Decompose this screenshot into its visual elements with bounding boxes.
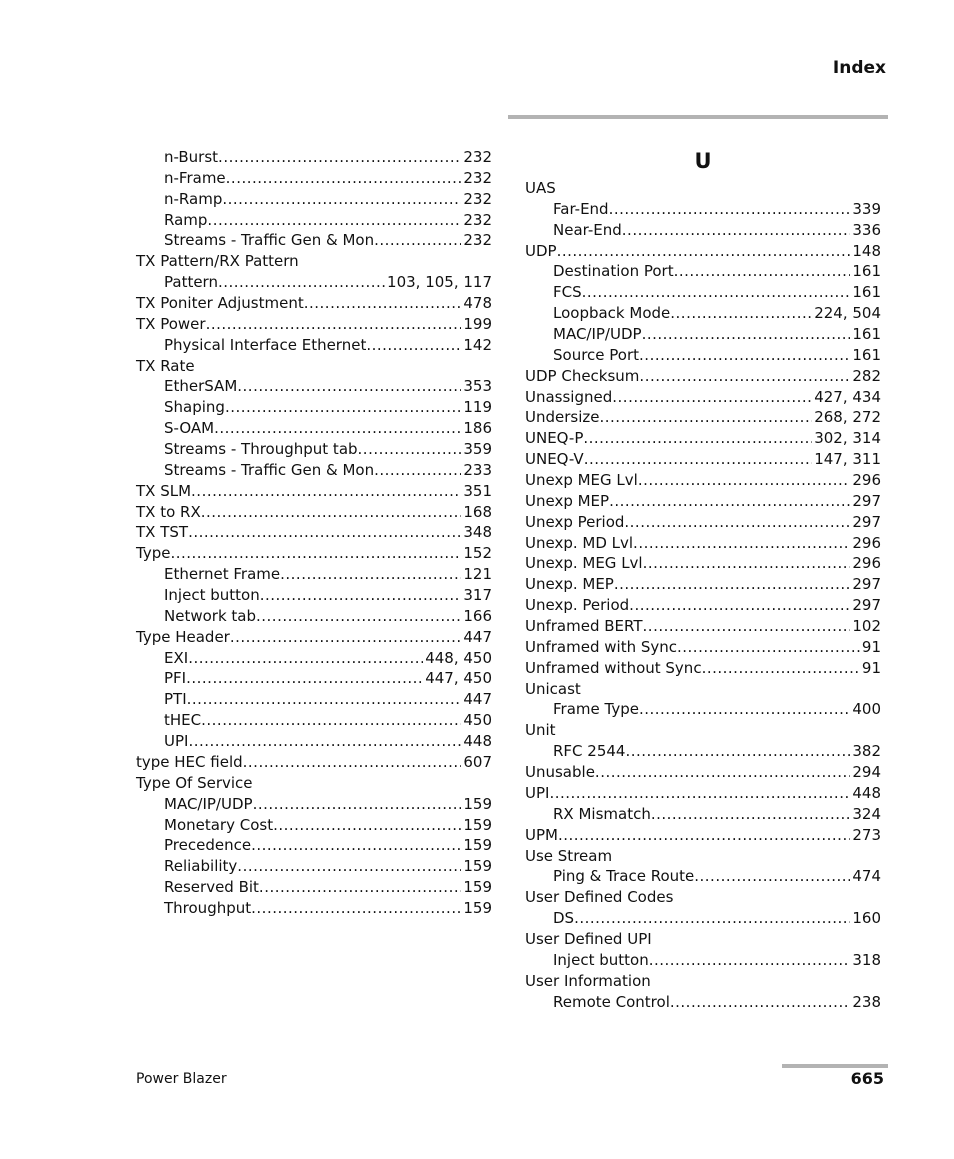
index-page-refs: 353 bbox=[463, 377, 492, 396]
index-term: UNEQ-V bbox=[525, 450, 584, 469]
dot-leader bbox=[366, 335, 461, 356]
index-entry bbox=[525, 616, 881, 637]
index-term: UDP Checksum bbox=[525, 366, 640, 385]
dot-leader bbox=[188, 522, 461, 543]
index-term: n-Frame bbox=[164, 168, 226, 187]
index-entry bbox=[525, 470, 881, 491]
index-page-refs: 232 bbox=[463, 168, 492, 187]
index-subentry bbox=[525, 345, 881, 366]
index-page-refs: 296 bbox=[852, 533, 881, 552]
index-term: UAS bbox=[525, 179, 556, 197]
index-page-refs: 282 bbox=[852, 366, 881, 385]
index-entry bbox=[136, 752, 492, 773]
index-term: Unexp. MEP bbox=[525, 575, 614, 594]
index-page-refs: 142 bbox=[463, 335, 492, 354]
index-subentry bbox=[525, 908, 881, 929]
index-page-refs: 148 bbox=[852, 241, 881, 260]
index-term: Unexp. MEG Lvl bbox=[525, 554, 643, 573]
index-page-refs: 161 bbox=[852, 283, 881, 302]
index-term: Unassigned bbox=[525, 387, 613, 406]
index-term: TX Rate bbox=[136, 356, 195, 375]
index-page-refs: 427, 434 bbox=[814, 387, 881, 406]
index-term: Near-End bbox=[553, 220, 622, 239]
index-entry bbox=[525, 533, 881, 554]
index-page-refs: 232 bbox=[463, 231, 492, 250]
dot-leader bbox=[253, 794, 462, 815]
index-page-refs: 447, 450 bbox=[425, 669, 492, 688]
dot-leader bbox=[237, 856, 461, 877]
index-page-refs: 232 bbox=[463, 189, 492, 208]
dot-leader bbox=[694, 866, 850, 887]
dot-leader bbox=[612, 387, 812, 408]
index-subentry bbox=[136, 230, 492, 251]
index-term: UPI bbox=[164, 732, 189, 751]
index-page-refs: 324 bbox=[852, 804, 881, 823]
index-term: MAC/IP/UDP bbox=[553, 325, 642, 344]
index-page-refs: 478 bbox=[463, 294, 492, 313]
index-subentry bbox=[525, 992, 881, 1013]
index-term: TX TST bbox=[136, 523, 189, 542]
index-subentry bbox=[136, 168, 492, 189]
dot-leader bbox=[642, 324, 851, 345]
index-term: EtherSAM bbox=[164, 377, 238, 396]
index-page-refs: 232 bbox=[463, 148, 492, 166]
dot-leader bbox=[187, 689, 462, 710]
index-page-refs: 297 bbox=[852, 491, 881, 510]
dot-leader bbox=[218, 272, 385, 293]
dot-leader bbox=[226, 168, 462, 189]
index-page-refs: 102 bbox=[852, 617, 881, 636]
index-term: Ramp bbox=[164, 210, 208, 229]
index-subentry bbox=[136, 335, 492, 356]
index-subentry bbox=[525, 804, 881, 825]
index-entry bbox=[525, 762, 881, 783]
index-entry bbox=[525, 887, 881, 908]
index-term: FCS bbox=[553, 283, 582, 302]
index-term: TX Poniter Adjustment bbox=[136, 294, 304, 313]
index-letter-heading: U bbox=[694, 149, 712, 173]
index-entry bbox=[525, 825, 881, 846]
index-entry bbox=[525, 679, 881, 700]
index-page-refs: 224, 504 bbox=[814, 304, 881, 323]
dot-leader bbox=[595, 762, 850, 783]
index-page-refs: 351 bbox=[463, 481, 492, 500]
index-page-refs: 317 bbox=[463, 586, 492, 605]
index-term: Reserved Bit bbox=[164, 878, 259, 897]
index-subentry bbox=[136, 439, 492, 460]
dot-leader bbox=[549, 783, 850, 804]
index-page-refs: 448 bbox=[852, 783, 881, 802]
dot-leader bbox=[629, 595, 850, 616]
dot-leader bbox=[259, 877, 461, 898]
index-term: PTI bbox=[164, 690, 187, 709]
index-entry bbox=[525, 241, 881, 262]
index-page-refs: 186 bbox=[463, 419, 492, 438]
index-page-refs: 268, 272 bbox=[814, 408, 881, 427]
index-page-refs: 161 bbox=[852, 325, 881, 344]
index-page-refs: 297 bbox=[852, 575, 881, 594]
footer-page-number: 665 bbox=[850, 1069, 884, 1088]
dot-leader bbox=[280, 564, 461, 585]
dot-leader bbox=[214, 418, 461, 439]
dot-leader bbox=[622, 220, 851, 241]
index-page-refs: 232 bbox=[463, 210, 492, 229]
index-term: UPM bbox=[525, 825, 558, 844]
index-page-refs: 447 bbox=[463, 690, 492, 709]
index-subentry bbox=[136, 376, 492, 397]
dot-leader bbox=[625, 741, 850, 762]
index-term: n-Burst bbox=[164, 148, 219, 166]
index-page-refs: 152 bbox=[463, 544, 492, 563]
index-page-refs: 448, 450 bbox=[425, 648, 492, 667]
index-term: Reliability bbox=[164, 857, 238, 876]
dot-leader bbox=[609, 491, 850, 512]
index-term: Shaping bbox=[164, 398, 225, 417]
index-entry bbox=[525, 595, 881, 616]
index-entry bbox=[136, 773, 492, 794]
index-subentry bbox=[136, 585, 492, 606]
index-term: Unexp MEG Lvl bbox=[525, 471, 638, 490]
index-entry bbox=[525, 491, 881, 512]
dot-leader bbox=[583, 428, 812, 449]
dot-leader bbox=[624, 512, 850, 533]
index-page-refs: 161 bbox=[852, 345, 881, 364]
index-term: Frame Type bbox=[553, 700, 639, 719]
index-term: UPI bbox=[525, 783, 550, 802]
index-subentry bbox=[136, 898, 492, 919]
index-page-refs: 296 bbox=[852, 554, 881, 573]
dot-leader bbox=[558, 825, 850, 846]
dot-leader bbox=[237, 376, 461, 397]
index-page-refs: 294 bbox=[852, 763, 881, 782]
index-page-refs: 161 bbox=[852, 262, 881, 281]
index-page-refs: 159 bbox=[463, 815, 492, 834]
index-page-refs: 238 bbox=[852, 992, 881, 1011]
index-page-refs: 273 bbox=[852, 825, 881, 844]
footer-rule bbox=[782, 1064, 888, 1068]
index-page-refs: 448 bbox=[463, 732, 492, 751]
index-term: Unexp. MD Lvl bbox=[525, 533, 634, 552]
index-term: Streams - Traffic Gen & Mon bbox=[164, 231, 375, 250]
index-term: Source Port bbox=[553, 345, 640, 364]
index-subentry bbox=[525, 950, 881, 971]
index-entry bbox=[136, 314, 492, 335]
index-column-right bbox=[525, 147, 881, 1012]
index-term: Undersize bbox=[525, 408, 600, 427]
dot-leader bbox=[670, 303, 812, 324]
index-page-refs: 103, 105, 117 bbox=[387, 273, 492, 292]
index-page-refs: 302, 314 bbox=[814, 429, 881, 448]
index-term: Unicast bbox=[525, 679, 581, 698]
index-term: Unframed without Sync bbox=[525, 658, 702, 677]
index-page-refs: 450 bbox=[463, 711, 492, 730]
index-term: Loopback Mode bbox=[553, 304, 671, 323]
index-page-refs: 91 bbox=[861, 637, 881, 656]
dot-leader bbox=[201, 710, 461, 731]
index-subentry bbox=[525, 199, 881, 220]
index-term: Ethernet Frame bbox=[164, 565, 281, 584]
dot-leader bbox=[702, 658, 860, 679]
index-subentry bbox=[525, 282, 881, 303]
index-page-refs: 336 bbox=[852, 220, 881, 239]
footer-product-name: Power Blazer bbox=[136, 1071, 227, 1087]
index-term: PFI bbox=[164, 669, 187, 688]
index-subentry bbox=[525, 699, 881, 720]
dot-leader bbox=[206, 314, 462, 335]
dot-leader bbox=[574, 908, 850, 929]
dot-leader bbox=[651, 804, 851, 825]
index-entry bbox=[525, 407, 881, 428]
index-entry bbox=[525, 387, 881, 408]
index-term: User Defined UPI bbox=[525, 929, 652, 948]
dot-leader bbox=[643, 553, 851, 574]
index-entry bbox=[525, 512, 881, 533]
index-subentry bbox=[136, 606, 492, 627]
index-page-refs: 166 bbox=[463, 606, 492, 625]
index-page-refs: 159 bbox=[463, 898, 492, 917]
index-page-refs: 382 bbox=[852, 742, 881, 761]
index-term: Inject button bbox=[164, 586, 260, 605]
index-subentry bbox=[136, 189, 492, 210]
index-term: TX Power bbox=[136, 314, 206, 333]
dot-leader bbox=[582, 282, 851, 303]
index-page-refs: 297 bbox=[852, 512, 881, 531]
index-page-refs: 160 bbox=[852, 909, 881, 928]
index-term: EXI bbox=[164, 648, 189, 667]
dot-leader bbox=[251, 898, 461, 919]
dot-leader bbox=[639, 366, 850, 387]
index-entry bbox=[525, 449, 881, 470]
index-term: TX Pattern/RX Pattern bbox=[136, 252, 299, 271]
index-term: S-OAM bbox=[164, 419, 215, 438]
dot-leader bbox=[638, 470, 851, 491]
dot-leader bbox=[225, 397, 461, 418]
index-subentry bbox=[136, 794, 492, 815]
index-entry bbox=[136, 522, 492, 543]
index-subentry bbox=[525, 741, 881, 762]
index-page-refs: 447 bbox=[463, 627, 492, 646]
index-term: Streams - Traffic Gen & Mon bbox=[164, 460, 375, 479]
dot-leader bbox=[643, 616, 851, 637]
dot-leader bbox=[186, 668, 423, 689]
index-page-refs: 400 bbox=[852, 700, 881, 719]
dot-leader bbox=[639, 345, 850, 366]
index-page-refs: 199 bbox=[463, 314, 492, 333]
dot-leader bbox=[170, 543, 461, 564]
index-term: Pattern bbox=[164, 273, 218, 292]
index-term: User Information bbox=[525, 971, 651, 990]
index-entry bbox=[525, 428, 881, 449]
index-term: Precedence bbox=[164, 836, 252, 855]
index-entry bbox=[136, 502, 492, 523]
index-term: Type Header bbox=[136, 627, 230, 646]
index-term: Use Stream bbox=[525, 846, 613, 865]
index-page-refs: 359 bbox=[463, 440, 492, 459]
index-term: RX Mismatch bbox=[553, 804, 651, 823]
dot-leader bbox=[639, 699, 850, 720]
dot-leader bbox=[191, 481, 461, 502]
index-term: Streams - Throughput tab bbox=[164, 440, 358, 459]
dot-leader bbox=[677, 637, 860, 658]
index-term: Inject button bbox=[553, 950, 649, 969]
index-term: TX to RX bbox=[136, 502, 201, 521]
index-entry bbox=[136, 543, 492, 564]
index-subentry bbox=[525, 303, 881, 324]
index-term: Unframed with Sync bbox=[525, 637, 677, 656]
dot-leader bbox=[557, 241, 851, 262]
index-term: Network tab bbox=[164, 606, 256, 625]
index-term: Unexp Period bbox=[525, 512, 625, 531]
index-term: Physical Interface Ethernet bbox=[164, 335, 367, 354]
index-page-refs: 91 bbox=[861, 658, 881, 677]
index-entry bbox=[525, 178, 881, 199]
index-term: DS bbox=[553, 909, 575, 928]
index-page-refs: 474 bbox=[852, 867, 881, 886]
dot-leader bbox=[188, 648, 423, 669]
index-term: UDP bbox=[525, 241, 557, 260]
index-subentry bbox=[136, 210, 492, 231]
index-entry bbox=[136, 293, 492, 314]
dot-leader bbox=[201, 502, 462, 523]
index-subentry bbox=[136, 147, 492, 168]
index-subentry bbox=[525, 324, 881, 345]
index-page-refs: 159 bbox=[463, 878, 492, 897]
index-term: n-Ramp bbox=[164, 189, 223, 208]
index-subentry bbox=[136, 815, 492, 836]
dot-leader bbox=[633, 533, 850, 554]
index-subentry bbox=[136, 460, 492, 481]
index-subentry bbox=[525, 220, 881, 241]
index-page-refs: 119 bbox=[463, 398, 492, 417]
index-page-refs: 121 bbox=[463, 565, 492, 584]
index-page-refs: 297 bbox=[852, 596, 881, 615]
index-term: tHEC bbox=[164, 711, 202, 730]
dot-leader bbox=[251, 835, 461, 856]
index-subentry bbox=[136, 397, 492, 418]
dot-leader bbox=[609, 199, 851, 220]
index-term: Destination Port bbox=[553, 262, 674, 281]
index-entry bbox=[525, 783, 881, 804]
dot-leader bbox=[374, 460, 461, 481]
index-entry bbox=[525, 846, 881, 867]
index-subentry bbox=[136, 877, 492, 898]
index-term: MAC/IP/UDP bbox=[164, 794, 253, 813]
index-term: Type bbox=[136, 544, 171, 563]
index-term: RFC 2544 bbox=[553, 742, 626, 761]
index-term: UNEQ-P bbox=[525, 429, 584, 448]
index-entry bbox=[525, 971, 881, 992]
index-entry bbox=[136, 251, 492, 272]
dot-leader bbox=[188, 731, 461, 752]
index-page-refs: 147, 311 bbox=[814, 450, 881, 469]
index-subentry bbox=[525, 261, 881, 282]
index-term: Throughput bbox=[164, 898, 252, 917]
dot-leader bbox=[218, 147, 461, 168]
index-entry bbox=[136, 356, 492, 377]
index-term: Unit bbox=[525, 721, 556, 740]
index-entry bbox=[525, 720, 881, 741]
index-subentry bbox=[136, 835, 492, 856]
index-subentry bbox=[525, 866, 881, 887]
index-page-refs: 339 bbox=[852, 199, 881, 218]
dot-leader bbox=[600, 407, 813, 428]
index-term: User Defined Codes bbox=[525, 888, 674, 907]
index-entry bbox=[525, 929, 881, 950]
dot-leader bbox=[273, 815, 461, 836]
index-term: Remote Control bbox=[553, 992, 670, 1011]
index-subentry bbox=[136, 856, 492, 877]
index-subentry bbox=[136, 272, 492, 293]
index-term: Ping & Trace Route bbox=[553, 867, 695, 886]
index-entry bbox=[525, 574, 881, 595]
dot-leader bbox=[584, 449, 813, 470]
index-subentry bbox=[136, 418, 492, 439]
dot-leader bbox=[207, 210, 461, 231]
dot-leader bbox=[256, 606, 461, 627]
dot-leader bbox=[260, 585, 462, 606]
index-subentry bbox=[136, 710, 492, 731]
index-page-refs: 296 bbox=[852, 471, 881, 490]
index-subentry bbox=[136, 648, 492, 669]
index-page-refs: 159 bbox=[463, 836, 492, 855]
dot-leader bbox=[304, 293, 462, 314]
index-entry bbox=[136, 627, 492, 648]
dot-leader bbox=[222, 189, 461, 210]
index-term: Unframed BERT bbox=[525, 617, 643, 636]
dot-leader bbox=[358, 439, 462, 460]
dot-leader bbox=[614, 574, 851, 595]
index-term: Monetary Cost bbox=[164, 815, 274, 834]
index-column-left bbox=[136, 147, 492, 919]
index-subentry bbox=[136, 668, 492, 689]
index-entry bbox=[525, 553, 881, 574]
index-page-refs: 318 bbox=[852, 950, 881, 969]
dot-leader bbox=[243, 752, 462, 773]
index-page-refs: 168 bbox=[463, 502, 492, 521]
index-entry bbox=[525, 658, 881, 679]
index-page-refs: 159 bbox=[463, 794, 492, 813]
index-subentry bbox=[136, 689, 492, 710]
index-page-refs: 233 bbox=[463, 460, 492, 479]
dot-leader bbox=[670, 992, 850, 1013]
dot-leader bbox=[230, 627, 462, 648]
index-page-refs: 607 bbox=[463, 752, 492, 771]
index-subentry bbox=[136, 564, 492, 585]
index-term: TX SLM bbox=[136, 481, 192, 500]
index-term: Type Of Service bbox=[136, 773, 253, 792]
index-term: Unexp MEP bbox=[525, 491, 610, 510]
index-entry bbox=[136, 481, 492, 502]
header-rule bbox=[508, 115, 888, 119]
index-term: Far-End bbox=[553, 199, 609, 218]
index-page-refs: 348 bbox=[463, 523, 492, 542]
index-entry bbox=[525, 637, 881, 658]
index-entry bbox=[525, 366, 881, 387]
index-page-refs: 159 bbox=[463, 857, 492, 876]
index-term: Unexp. Period bbox=[525, 596, 630, 615]
page-header-title: Index bbox=[832, 58, 886, 78]
dot-leader bbox=[374, 230, 461, 251]
index-term: Unusable bbox=[525, 763, 595, 782]
dot-leader bbox=[674, 261, 851, 282]
index-subentry bbox=[136, 731, 492, 752]
index-term: type HEC field bbox=[136, 752, 243, 771]
dot-leader bbox=[649, 950, 851, 971]
